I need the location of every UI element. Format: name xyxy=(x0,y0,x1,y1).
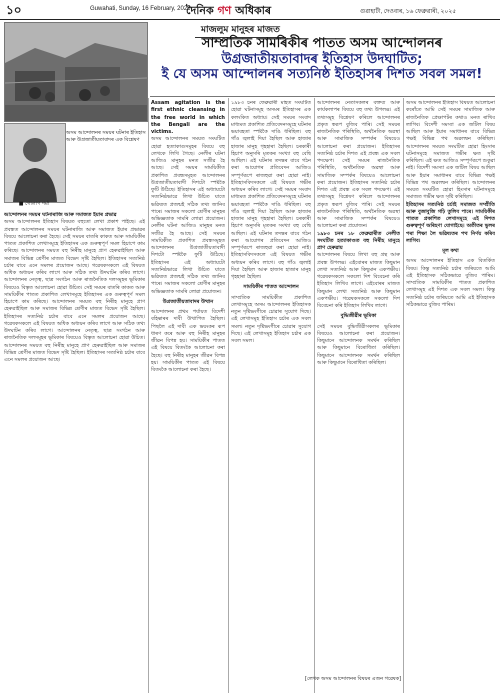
masthead-part1: দৈনিক xyxy=(186,4,218,17)
column-2-body: অসম আন্দোলনৰ সময়ত সংঘটিত হোৱা হত্যাকাণ্ডসমূহৰ বিষয়ে বহু লেখকে লিখি গৈছে। নেলীৰ ঘটনা আজিও মানুহৰ মনত সজীৱ হৈ আছে। সেই সময়ৰ সাময়িকীত প্ৰকাশিত প্ৰবন্ধসমূহত আন্দোলনৰ উগ্ৰজাতীয়তাবাদী দিশটো স্পষ্টকৈ ফুটি উঠিছে। ইতিহাসৰ এই অধ্যায়টো সত্যনিষ্ঠভাৱে লিখা উচিত যাতে ভৱিষ্যত প্ৰজন্মই সঠিক তথ্য জানিব পাৰে। সমাজৰ সকলো শ্ৰেণীৰ মানুহৰ অভিজ্ঞতাক সামৰি লোৱা প্ৰয়োজন। নেলীৰ ঘটনা আজিও মানুহৰ মনত সজীৱ হৈ আছে। সেই সময়ৰ সাময়িকীত প্ৰকাশিত প্ৰবন্ধসমূহত আন্দোলনৰ উগ্ৰজাতীয়তাবাদী দিশটো স্পষ্টকৈ ফুটি উঠিছে। ইতিহাসৰ এই অধ্যায়টো সত্যনিষ্ঠভাৱে লিখা উচিত যাতে ভৱিষ্যত প্ৰজন্মই সঠিক তথ্য জানিব পাৰে। সমাজৰ সকলো শ্ৰেণীৰ মানুহৰ অভিজ্ঞতাক সামৰি লোৱা প্ৰয়োজন। xyxy=(151,136,225,295)
dateline-local: গুৱাহাটী, দেওবাৰ, ১৬ ফেব্ৰুৱাৰী, ২০২৫ xyxy=(360,9,457,15)
page-number: ১০ xyxy=(6,3,22,17)
column-5-highlight: ইতিহাসৰ সত্যনিষ্ঠ চৰ্চাই সমাজত সম্প্ৰীতি আৰু বুজাবুজি গঢ়ি তুলিব পাৰে। সাময়িকীৰ পাতত প্ৰকাশিত লেখাসমূহে এই দিশত গুৰুত্বপূৰ্ণ অৰিহণা যোগাইছে। অতীতৰ ভুলৰ পৰা শিক্ষা লৈ ভৱিষ্যতৰ পথ নিৰ্ণয় কৰিব লাগিব। xyxy=(406,201,495,244)
masthead-part2: অধিকাৰ xyxy=(231,4,272,17)
column-4-subhead: বুদ্ধিজীৱীৰ ভূমিকা xyxy=(340,313,377,320)
column-2-quote: Assam agitation is the first ethnic cleansing in the free world in which the Bengali are the victims. xyxy=(151,100,225,135)
article-column-1 xyxy=(4,212,145,696)
masthead-accent: গণ xyxy=(217,4,232,17)
column-4-highlight: ১৯৮৩ চনৰ ১৮ ফেব্ৰুৱাৰীত নেলীত সংঘটিত হত্যাকাণ্ডত বহু নিৰীহ মানুহে প্ৰাণ হেৰুৱায় xyxy=(317,230,400,251)
column-rule-4 xyxy=(403,98,404,693)
author-note: [লেখক অসম আন্দোলনৰ বিষয়ৰ এজন গৱেষক] xyxy=(305,676,402,682)
article-column-2 xyxy=(151,100,225,694)
column-5-subhead: মূল কথা xyxy=(442,248,459,254)
headline-line2: উগ্ৰজাতীয়তাবাদৰ ইতিহাস উদঘাটিত; xyxy=(221,51,423,67)
column-1-lead: আন্দোলনৰ সময়ৰ ঘটনাৰাজি আৰু সমাজত ইয়াৰ প্ৰভাৱ xyxy=(4,212,117,218)
column-5-body-2: অসম আন্দোলনৰ ইতিহাস এক বিতৰ্কিত বিষয়। কিন্তু সত্যনিষ্ঠ চৰ্চাৰ জৰিয়তে আমি এই ইতিহাসক সঠিকভাৱে বুজিব পাৰিম। সাম্প্ৰতিক সাময়িকীৰ পাতত প্ৰকাশিত লেখাসমূহ এই দিশত এক সবল সমল। কিন্তু সত্যনিষ্ঠ চৰ্চাৰ জৰিয়তে আমি এই ইতিহাসক সঠিকভাৱে বুজিব পাৰিম। xyxy=(406,258,495,308)
column-rule-3 xyxy=(314,98,315,693)
article-column-3 xyxy=(231,100,311,694)
dateline-english: Guwahati, Sunday, 16 February, 2025 xyxy=(90,6,191,12)
column-4-body-2: আন্দোলনৰ বিষয়ে লিখা বহু গ্ৰন্থ আৰু প্ৰবন্ধ উপলব্ধ। এইবোৰৰ মাজত কিছুমান লেখা সত্যনিষ্ঠ আৰু কিছুমান একপক্ষীয়। গৱেষকসকলে সকলো দিশ বিবেচনা কৰি ইতিহাস লিখিব লাগে। এইবোৰৰ মাজত কিছুমান লেখা সত্যনিষ্ঠ আৰু কিছুমান একপক্ষীয়। গৱেষকসকলে সকলো দিশ বিবেচনা কৰি ইতিহাস লিখিব লাগে। xyxy=(317,252,400,309)
column-2-body-2: আন্দোলনৰ প্ৰথম পৰ্যায়ত বিদেশী বহিষ্কাৰৰ দাবী উত্থাপিত হৈছিল। পিছলৈ এই দাবী এক ভয়ংকৰ ৰূপ ধাৰণ কৰে আৰু বহু নিৰীহ মানুহৰ জীৱন বিপন্ন হয়। সাময়িকীৰ পাতত এই বিষয়ে বিতংকৈ আলোচনা কৰা হৈছে। বহু নিৰীহ মানুহৰ জীৱন বিপন্ন হয়। সাময়িকীৰ পাতত এই বিষয়ে বিতংকৈ আলোচনা কৰা হৈছে। xyxy=(151,309,225,373)
headline-line1: সাম্প্ৰতিক সামৰিকীৰ পাতত অসম আন্দোলনৰ xyxy=(201,36,443,51)
column-3-subhead: সাময়িকীৰ পাতত আন্দোলন xyxy=(243,284,299,291)
column-4-body: আন্দোলনৰ নেতাসকলৰ বক্তব্য আৰু কাৰ্যকলাপৰ বিষয়ে বহু তথ্য উপলব্ধ। এই তথ্যসমূহ বিশ্লেষণ কৰিলে আন্দোলনৰ প্ৰকৃত স্বৰূপ বুজিব পাৰি। সেই সময়ৰ ৰাজনৈতিক পৰিস্থিতি, অৰ্থনৈতিক অৱস্থা আৰু সামাজিক সম্পৰ্কৰ বিষয়েও আলোচনা কৰা প্ৰয়োজন। ইতিহাসৰ সত্যনিষ্ঠ চৰ্চাৰ দিশত এই প্ৰবন্ধ এক সবল পদক্ষেপ। সেই সময়ৰ ৰাজনৈতিক পৰিস্থিতি, অৰ্থনৈতিক অৱস্থা আৰু সামাজিক সম্পৰ্কৰ বিষয়েও আলোচনা কৰা প্ৰয়োজন। ইতিহাসৰ সত্যনিষ্ঠ চৰ্চাৰ দিশত এই প্ৰবন্ধ এক সবল পদক্ষেপ। এই তথ্যসমূহ বিশ্লেষণ কৰিলে আন্দোলনৰ প্ৰকৃত স্বৰূপ বুজিব পাৰি। সেই সময়ৰ ৰাজনৈতিক পৰিস্থিতি, অৰ্থনৈতিক অৱস্থা আৰু সামাজিক সম্পৰ্কৰ বিষয়েও আলোচনা কৰা প্ৰয়োজন। xyxy=(317,100,400,230)
photo-illustration xyxy=(5,23,147,121)
article-column-4 xyxy=(317,100,400,694)
headline-line3: ই যে অসম আন্দোলনৰ সত্যনিষ্ঠ ইতিহাসৰ দিশত সবল সমল! xyxy=(161,67,483,83)
column-4-body-3: সেই সময়ৰ বুদ্ধিজীৱীসকলৰ ভূমিকাৰ বিষয়েও আলোচনা কৰা প্ৰয়োজন। কিছুমানে আন্দোলনক সমৰ্থন কৰিছিল আৰু কিছুমানে বিৰোধিতা কৰিছিল। কিছুমানে আন্দোলনক সমৰ্থন কৰিছিল আৰু কিছুমানে বিৰোধিতা কৰিছিল। xyxy=(317,323,400,366)
column-rule-2 xyxy=(228,98,229,693)
column-3-body: ১৯৮৩ চনৰ ফেব্ৰুৱাৰী মাহত সংঘটিত হোৱা ঘটনাসমূহ অসমৰ ইতিহাসৰ এক কলংকিত অধ্যায়। সেই সময়ৰ সংবাদ মাধ্যমত প্ৰকাশিত প্ৰতিবেদনসমূহে ঘটনাৰ ভয়াবহতা স্পষ্টকৈ দাঙি ধৰিছিল। বহু গাঁও জ্বলাই দিয়া হৈছিল আৰু হাজাৰ হাজাৰ মানুহ গৃহহাৰা হৈছিল। চৰকাৰী হিচাপ অনুসৰি মৃতকৰ সংখ্যা বহু বেছি আছিল। এই ঘটনাৰ তদন্তৰ বাবে গঠন কৰা আয়োগৰ প্ৰতিবেদন আজিও সম্পূৰ্ণৰূপে ৰাজহুৱা কৰা হোৱা নাই। ইতিহাসবিদসকলে এই বিষয়ত গভীৰ অধ্যয়ন কৰিব লাগে। সেই সময়ৰ সংবাদ মাধ্যমত প্ৰকাশিত প্ৰতিবেদনসমূহে ঘটনাৰ ভয়াবহতা স্পষ্টকৈ দাঙি ধৰিছিল। বহু গাঁও জ্বলাই দিয়া হৈছিল আৰু হাজাৰ হাজাৰ মানুহ গৃহহাৰা হৈছিল। চৰকাৰী হিচাপ অনুসৰি মৃতকৰ সংখ্যা বহু বেছি আছিল। এই ঘটনাৰ তদন্তৰ বাবে গঠন কৰা আয়োগৰ প্ৰতিবেদন আজিও সম্পূৰ্ণৰূপে ৰাজহুৱা কৰা হোৱা নাই। ইতিহাসবিদসকলে এই বিষয়ত গভীৰ অধ্যয়ন কৰিব লাগে। বহু গাঁও জ্বলাই দিয়া হৈছিল আৰু হাজাৰ হাজাৰ মানুহ গৃহহাৰা হৈছিল। xyxy=(231,100,311,280)
column-rule-1 xyxy=(148,98,149,693)
column-2-subhead: উগ্ৰজাতীয়তাবাদৰ উত্থান xyxy=(162,298,214,305)
column-3-body-2: সাম্প্ৰতিক সাময়িকীত প্ৰকাশিত লেখাসমূহে অসম আন্দোলনৰ ইতিহাসক নতুন দৃষ্টিভংগীৰে চোৱাৰ সুযোগ দিছে। এই লেখাসমূহ ইতিহাস চৰ্চাৰ এক সবল সমল। নতুন দৃষ্টিভংগীৰে চোৱাৰ সুযোগ দিছে। এই লেখাসমূহ ইতিহাস চৰ্চাৰ এক সবল সমল। xyxy=(231,294,311,344)
author-portrait xyxy=(4,123,66,203)
article-photo xyxy=(4,22,148,122)
article-column-5 xyxy=(406,100,495,672)
article-headline xyxy=(150,36,494,83)
masthead xyxy=(186,2,271,21)
article-kicker: মাজলুম মানুহৰ মাজত xyxy=(195,22,286,38)
article-byline: অসম আন্দোলনৰ সময়ৰ ঘটনাৰ ইতিহাস আৰু উগ্ৰজাতীয়তাবাদৰ এক বিশ্লেষণ xyxy=(66,130,146,143)
author-caption: ■ গোলাপ শৰ্মা xyxy=(18,201,50,207)
person-icon xyxy=(5,124,65,202)
headline-rule xyxy=(150,96,495,97)
column-5-body: অসম আন্দোলনৰ ইতিহাস বিষয়ত আলোচনা কৰোঁতে আমি সেই সময়ৰ সামাজিক আৰু ৰাজনৈতিক প্ৰেক্ষাপটৰ কথাও মনত ৰাখিব লাগিব। বিদেশী সমস্যা এক জটিল বিষয় আছিল আৰু ইয়াৰ সমাধানৰ বাবে বিভিন্ন পক্ষই বিভিন্ন পথ অৱলম্বন কৰিছিল। আন্দোলনৰ সময়ত সংঘটিত হোৱা হিংসাৰ ঘটনাসমূহে সমাজত গভীৰ ক্ষত সৃষ্টি কৰিছিল। এই ক্ষত আজিও সম্পূৰ্ণৰূপে শুকুৱা নাই। বিদেশী সমস্যা এক জটিল বিষয় আছিল আৰু ইয়াৰ সমাধানৰ বাবে বিভিন্ন পক্ষই বিভিন্ন পথ অৱলম্বন কৰিছিল। আন্দোলনৰ সময়ত সংঘটিত হোৱা হিংসাৰ ঘটনাসমূহে সমাজত গভীৰ ক্ষত সৃষ্টি কৰিছিল। xyxy=(406,100,495,201)
column-1-body: অসম আন্দোলনৰ ইতিহাস বিষয়ত বহুতো লেখা প্ৰকাশ পাইছে। এই প্ৰবন্ধত আন্দোলনৰ সময়ৰ ঘটনাৰাজি আৰু সমাজত ইয়াৰ প্ৰভাৱৰ বিষয়ে আলোচনা কৰা হৈছে। সেই সময়ৰ বাতৰি কাকত আৰু সাময়িকীৰ পাতত প্ৰকাশিত লেখাসমূহে ইতিহাসৰ এক গুৰুত্বপূৰ্ণ সমল হিচাপে কাম কৰিছে। আন্দোলনৰ সময়ত বহু নিৰীহ মানুহে প্ৰাণ হেৰুৱাইছিল আৰু সমাজৰ বিভিন্ন শ্ৰেণীৰ মাজত বিভেদ সৃষ্টি হৈছিল। ইতিহাসৰ সত্যনিষ্ঠ চৰ্চাৰ বাবে এনে সমলৰ প্ৰয়োজন আছে। গৱেষকসকলে এই বিষয়ত অধিক অধ্যয়ন কৰিব লাগে আৰু সঠিক তথ্য উদঘাটন কৰিব লাগে। আন্দোলনৰ নেতৃত্ব, ছাত্ৰ সংগঠন আৰু ৰাজনৈতিক দলসমূহৰ ভূমিকাৰ বিষয়েও বিস্তৃত আলোচনা হোৱা উচিত। সেই সময়ৰ বাতৰি কাকত আৰু সাময়িকীৰ পাতত প্ৰকাশিত লেখাসমূহে ইতিহাসৰ এক গুৰুত্বপূৰ্ণ সমল হিচাপে কাম কৰিছে। আন্দোলনৰ সময়ত বহু নিৰীহ মানুহে প্ৰাণ হেৰুৱাইছিল আৰু সমাজৰ বিভিন্ন শ্ৰেণীৰ মাজত বিভেদ সৃষ্টি হৈছিল। ইতিহাসৰ সত্যনিষ্ঠ চৰ্চাৰ বাবে এনে সমলৰ প্ৰয়োজন আছে। গৱেষকসকলে এই বিষয়ত অধিক অধ্যয়ন কৰিব লাগে আৰু সঠিক তথ্য উদঘাটন কৰিব লাগে। আন্দোলনৰ নেতৃত্ব, ছাত্ৰ সংগঠন আৰু ৰাজনৈতিক দলসমূহৰ ভূমিকাৰ বিষয়েও বিস্তৃত আলোচনা হোৱা উচিত। আন্দোলনৰ সময়ত বহু নিৰীহ মানুহে প্ৰাণ হেৰুৱাইছিল আৰু সমাজৰ বিভিন্ন শ্ৰেণীৰ মাজত বিভেদ সৃষ্টি হৈছিল। ইতিহাসৰ সত্যনিষ্ঠ চৰ্চাৰ বাবে এনে সমলৰ প্ৰয়োজন আছে। xyxy=(4,219,145,363)
